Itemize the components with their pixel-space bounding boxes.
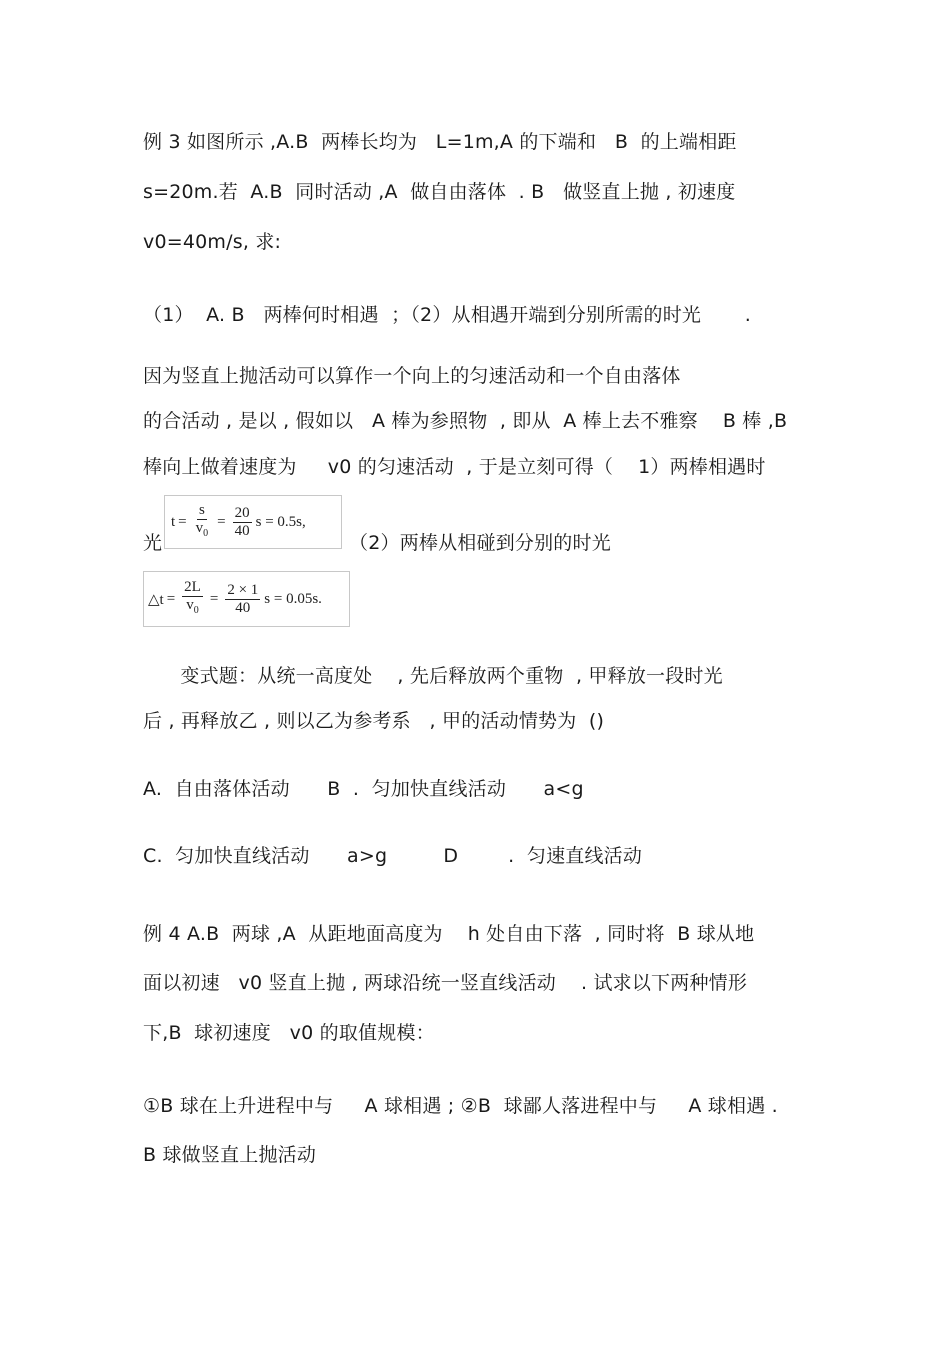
formula1-equals: = — [178, 513, 187, 530]
example3-line1: 例 3 如图所示 ,A.B 两棒长均为 L=1m,A 的下端和 B 的上端相距 — [143, 131, 737, 153]
example3-line3: v0=40m/s, 求: — [143, 231, 282, 253]
formula1-result: s = 0.5s, — [255, 513, 306, 530]
formula-separation-time — [143, 571, 350, 627]
formula2-lhs: △t — [148, 591, 164, 608]
formula1-fraction1 — [194, 502, 211, 542]
formula1-lhs: t — [171, 513, 176, 530]
formula1-fraction2 — [233, 505, 252, 540]
formula1-frac1-numerator: s — [198, 502, 205, 518]
solution-line4-prefix: 光 — [143, 532, 163, 554]
formula1-frac1-denominator: $v_0$ — [195, 520, 209, 539]
example4-line3: 下,B 球初速度 v0 的取值规模： — [143, 1022, 435, 1044]
solution-line1: 因为竖直上抛活动可以算作一个向上的匀速活动和一个自由落体 — [143, 365, 681, 387]
formula2-frac2-numerator: 2 × 1 — [227, 581, 259, 598]
variant-options-cd: C. 匀加快直线活动 a>g D . 匀速直线活动 — [143, 845, 643, 867]
example4-line4: ①B 球在上升进程中与 A 球相遇 ; ②B 球鄙人落进程中与 A 球相遇 . — [143, 1095, 778, 1117]
formula1-equals-2: = — [217, 513, 226, 530]
formula2-frac1-numerator: 2L — [184, 579, 201, 595]
example3-line2: s=20m.若 A.B 同时活动 ,A 做自由落体 . B 做竖直上抛 , 初速度 — [143, 181, 736, 203]
formula1-frac2-denominator: 40 — [234, 522, 250, 539]
formula2-frac1-denominator: $v_0$ — [186, 597, 199, 616]
variant-line1: 变式题：从统一高度处 , 先后释放两个重物 , 甲释放一段时光 — [143, 665, 723, 687]
variant-options-ab: A. 自由落体活动 B . 匀加快直线活动 a<g — [143, 778, 584, 800]
formula1-frac2-numerator: 20 — [234, 504, 250, 521]
formula2-fraction2 — [225, 582, 260, 617]
variant-line2: 后 , 再释放乙 , 则以乙为参考系 , 甲的活动情势为 () — [143, 710, 605, 732]
formula-meet-time — [164, 495, 342, 549]
solution-line2: 的合活动 , 是以 , 假如以 A 棒为参照物 , 即从 A 棒上去不雅察 B 棒 ,B — [143, 410, 788, 432]
example4-line5: B 球做竖直上抛活动 — [143, 1144, 317, 1166]
formula2-equals-2: = — [209, 590, 219, 607]
formula2-result: s = 0.05s. — [264, 590, 322, 607]
formula2-fraction1 — [182, 579, 203, 619]
example3-question: （1） A. B 两棒何时相遇 ；（2）从相遇开端到分别所需的时光 . — [143, 304, 752, 326]
example4-line2: 面以初速 v0 竖直上抛 , 两球沿统一竖直线活动 . 试求以下两种情形 — [143, 972, 748, 994]
solution-line3: 棒向上做着速度为 v0 的匀速活动 , 于是立刻可得（ 1）两棒相遇时 — [143, 456, 766, 478]
formula2-frac2-denominator: 40 — [235, 599, 251, 616]
formula2-equals: = — [166, 590, 176, 607]
solution-line4-suffix: （2）两棒从相碰到分别的时光 — [349, 532, 611, 554]
example4-line1: 例 4 A.B 两球 ,A 从距地面高度为 h 处自由下落 , 同时将 B 球从地 — [143, 923, 755, 945]
